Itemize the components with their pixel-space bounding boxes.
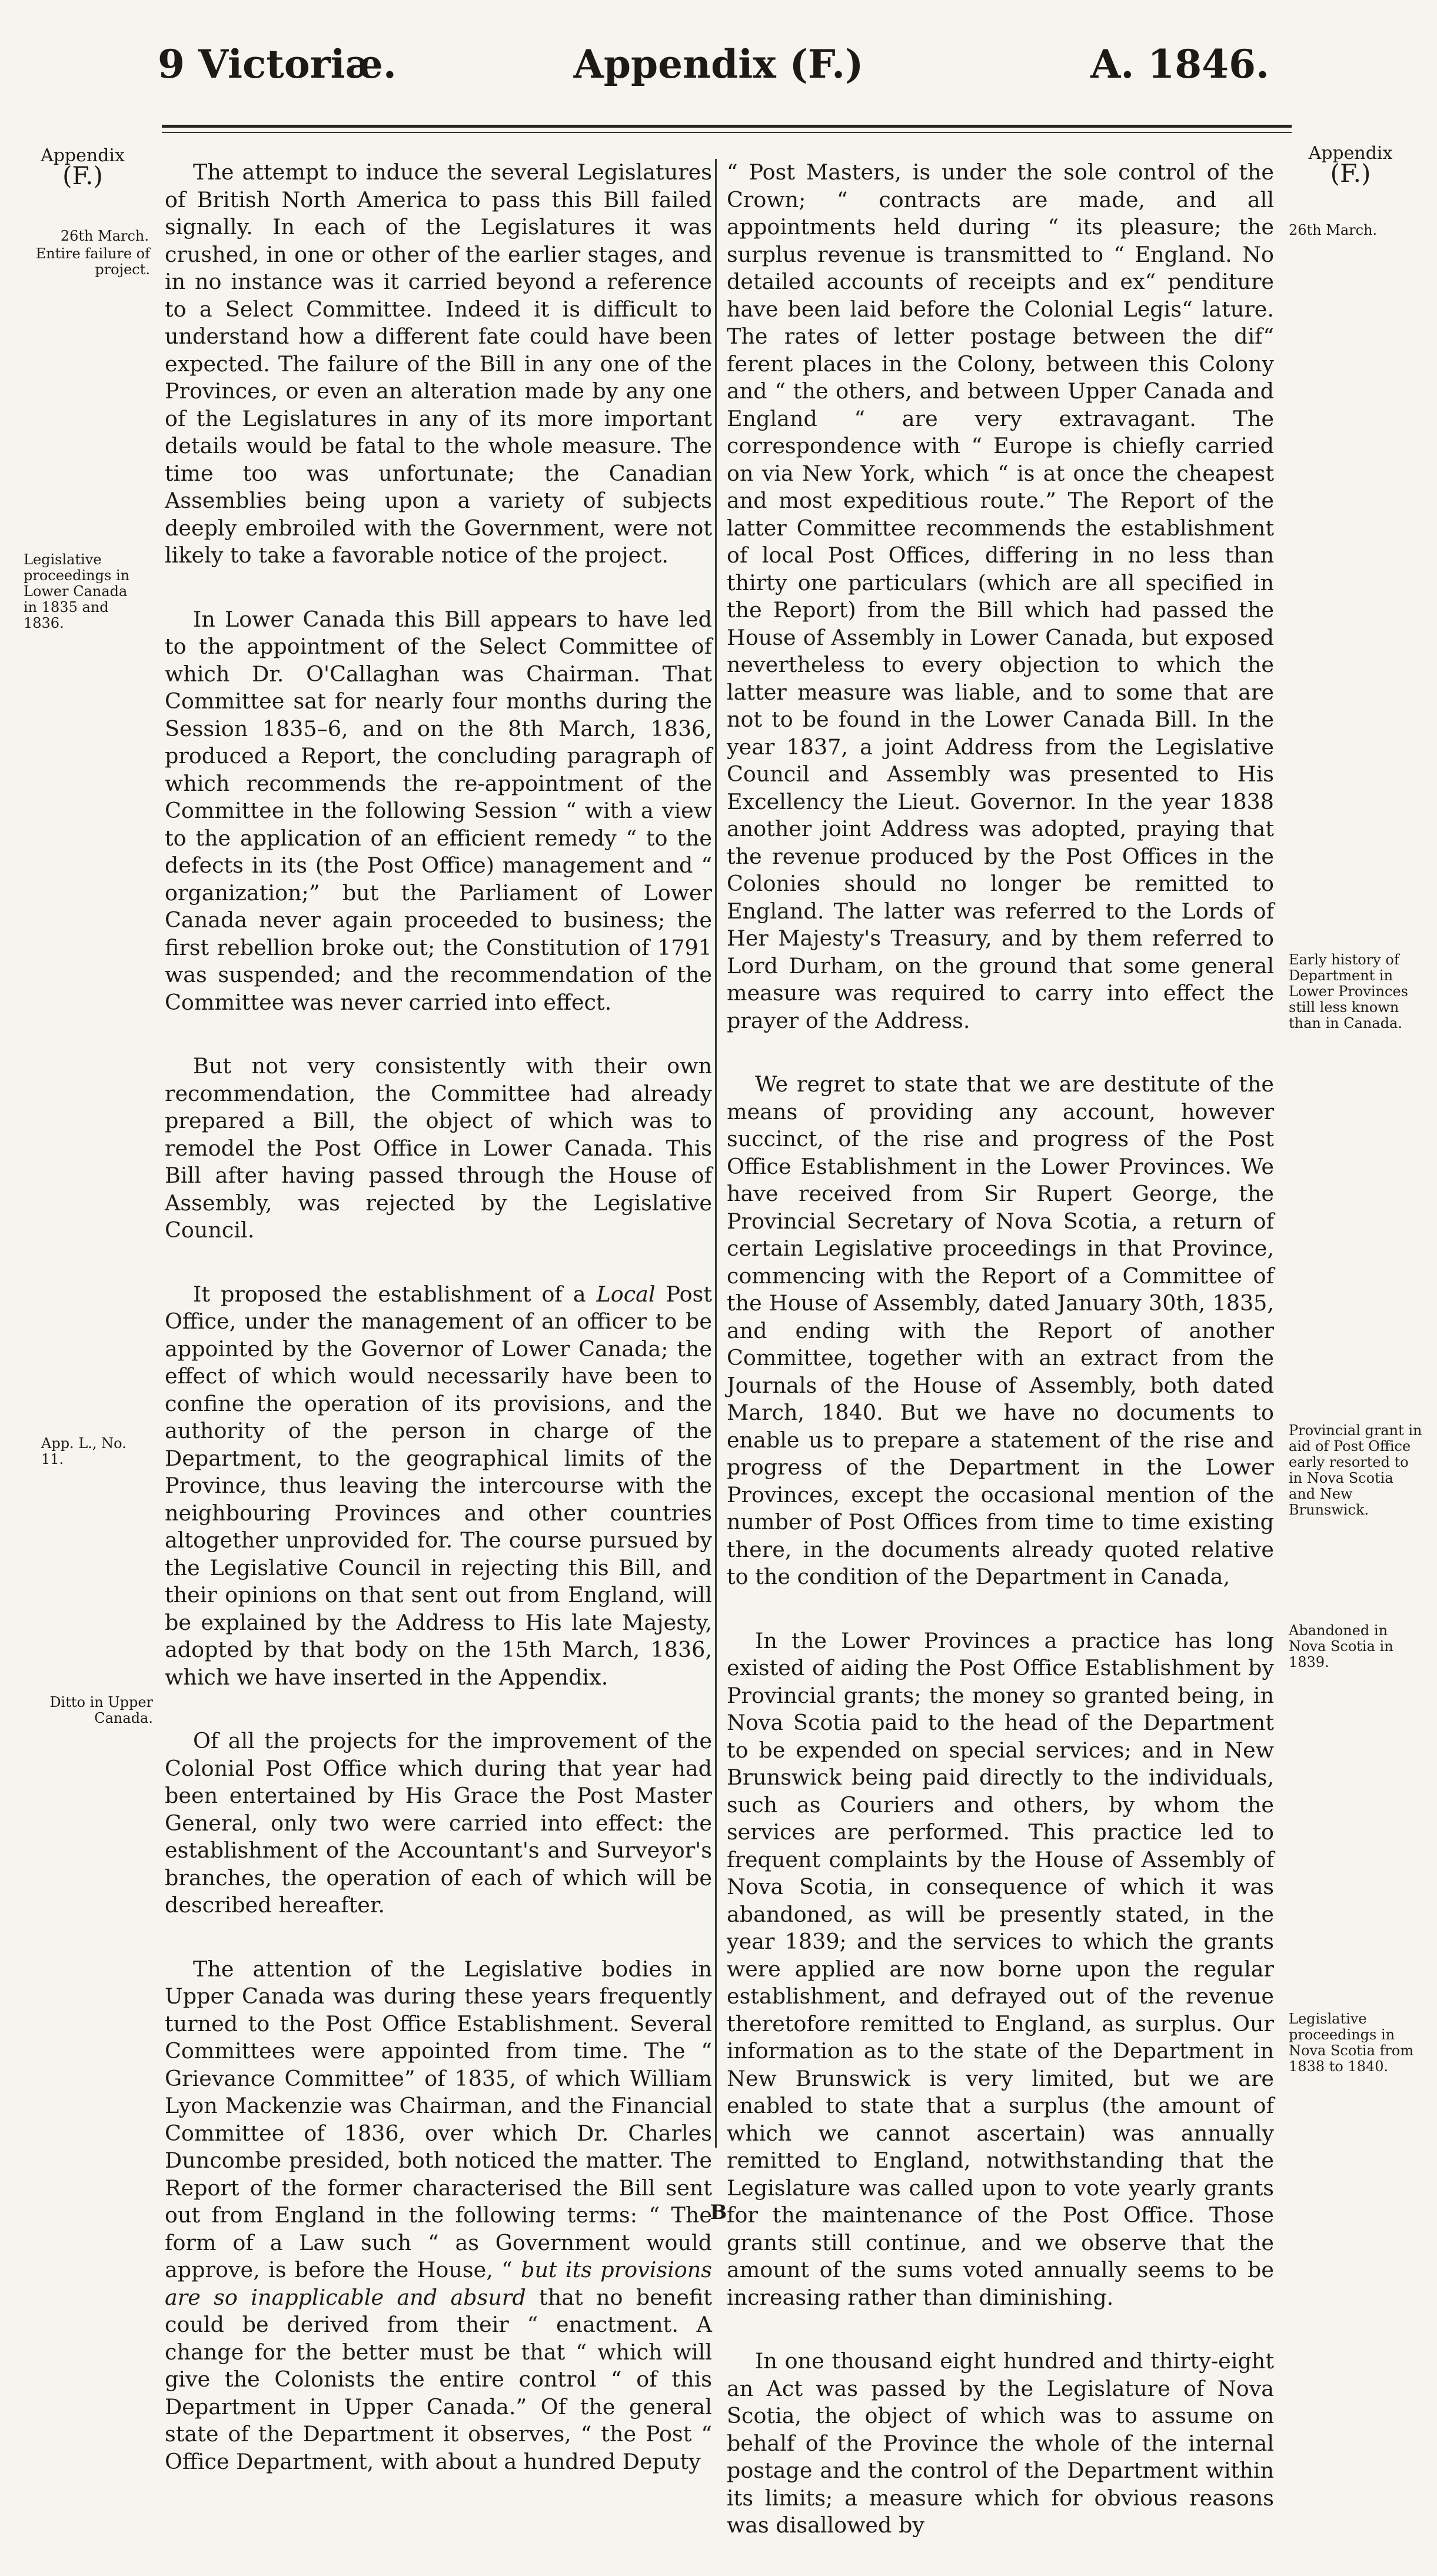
text-run: The attention of the Legislative bodies in Upper Canada was during these years frequently turned to the Post Office Establishment. Several Committees were appointed from time. The “ Grievance Committee” of 1835, of which William Lyon Mackenzie was Chairman, and the Financial Committee of 1836, over which Dr. Charles Duncombe presided, both noticed the matter. The Report of the former characterised the Bill sent out from England in the following terms: “ The form of a Law such “ as Government would approve, is before the House, “: [165, 1956, 712, 2282]
text-run: that no benefit could be derived from their “ enactment. A change for the better must be that “ which will give the Colonists the entire control “ of this Department in Upper Canada.” Of the general state of the Department it observes, “ the Post “ Office Department, with about a hundred Deputy: [165, 2284, 712, 2474]
left-margin-note-appendix-ref: App. L., No. 11.: [41, 1435, 127, 1467]
left-appendix-letter: (F.): [62, 161, 103, 190]
text-run: Post Office, under the management of an officer to be appointed by the Governor of Lower Canada; the effect of which would necessarily have been to confine the operation of its provisions, and the authority of the person in charge of the Department, to the geographical limits of the Province, thus leaving the intercourse with the neighbouring Provinces and other countries altogether unprovided for. The course pursued by the Legislative Council in rejecting this Bill, and their opinions on that sent out from England, will be explained by the Address to His late Majesty, adopted by that body on the 15th March, 1836, which we have inserted in the Appendix.: [165, 1281, 712, 1690]
printer-signature: B: [710, 2201, 727, 2224]
right-margin-note-nova-scotia: Legislative proceedings in Nova Scotia from 1838 to 1840.: [1289, 2011, 1414, 2075]
header-regnal-year: 9 Victoriæ.: [158, 41, 397, 87]
paragraph-projects: Of all the projects for the improvement of the Colonial Post Office which during that year had been entertained by His Grace the Post Master General, only two were carried into effect: the establishment of the Accountant's and Surveyor's branches, the operation of each of which will be described hereafter.: [165, 1728, 712, 1918]
text-run: It proposed the establishment of a: [193, 1281, 597, 1307]
header-rule-thick: [162, 125, 1292, 128]
header-year: A. 1846.: [1090, 41, 1269, 87]
left-appendix-label: Appendix: [41, 145, 125, 166]
paragraph-lower-provinces: We regret to state that we are destitute of the means of providing any account, however succinct, of the rise and progress of the Post Office Establishment in the Lower Provinces. We have received from Sir Rupert George, the Provincial Secretary of Nova Scotia, a return of certain Legislative proceedings in that Province, commencing with the Report of a Committee of the House of Assembly, dated January 30th, 1835, and ending with the Report of another Committee, together with an extract from the Journals of the House of Assembly, both dated March, 1840. But we have no documents to enable us to prepare a statement of the rise and progress of the Department in the Lower Provinces, except the occasional mention of the number of Post Offices from time to time existing there, in the documents already quoted relative to the condition of the Department in Canada,: [727, 1071, 1274, 1589]
text-run-italic: but its provisions are so inapplicable and absurd: [165, 2257, 712, 2310]
left-margin-date: 26th March.: [60, 228, 149, 244]
left-margin-note-upper-canada: Ditto in Upper Canada.: [49, 1694, 153, 1726]
text-run-italic: Local: [596, 1281, 656, 1307]
right-margin-note-provincial-grant: Provincial grant in aid of Post Office early resorted to in Nova Scotia and New Brunswick.: [1289, 1422, 1422, 1518]
paragraph-committee-bill: But not very consistently with their own recommendation, the Committee had already prepared a Bill, the object of which was to remodel the Post Office in Lower Canada. This Bill after having passed through the House of Assembly, was rejected by the Legislative Council.: [165, 1053, 712, 1243]
paragraph-lower-canada-committee: In Lower Canada this Bill appears to have led to the appointment of the Select Committee of which Dr. O'Callaghan was Chairman. That Committee sat for nearly four months during the Session 1835–6, and on the 8th March, 1836, produced a Report, the concluding paragraph of which recommends the re-appointment of the Committee in the following Session “ with a view to the application of an efficient remedy “ to the defects in its (the Post Office) management and “ organization;” but the Parliament of Lower Canada never again proceeded to business; the first rebellion broke out; the Constitution of 1791 was suspended; and the recommendation of the Committee was never carried into effect.: [165, 606, 712, 1015]
left-margin-appendix: [16, 145, 149, 190]
right-margin-note-early-history: Early history of Department in Lower Provinces still less known than in Canada.: [1289, 951, 1408, 1031]
left-margin-note-failure: Entire failure of project.: [35, 245, 150, 278]
right-margin-note-abandoned: Abandoned in Nova Scotia in 1839.: [1289, 1622, 1393, 1670]
header-rule-thin: [162, 132, 1292, 133]
left-column: [165, 159, 712, 2512]
column-divider: [715, 159, 717, 2148]
paragraph-local-post-office: [165, 1281, 712, 1692]
paragraph-continued-quote: “ Post Masters, is under the sole control of the Crown; “ contracts are made, and all appointments held during “ its pleasure; the surplus revenue is transmitted to “ England. No detailed accounts of receipts and ex“ penditure have been laid before the Colonial Legis“ lature. The rates of letter postage between the dif“ ferent places in the Colony, between this Colony and “ the others, and between Upper Canada and England “ are very extravagant. The correspondence with “ Europe is chiefly carried on via New York, which “ is at once the cheapest and most expeditious route.” The Report of the latter Committee recommends the establishment of local Post Offices, differing in no less than thirty one particulars (which are all specified in the Report) from the Bill which had passed the House of Assembly in Lower Canada, but exposed nevertheless to every objection to which the latter measure was liable, and to some that are not to be found in the Lower Canada Bill. In the year 1837, a joint Address from the Legislative Council and Assembly was presented to His Excellency the Lieut. Governor. In the year 1838 another joint Address was adopted, praying that the revenue produced by the Post Offices in the Colonies should no longer be remitted to England. The latter was referred to the Lords of Her Majesty's Treasury, and by them referred to Lord Durham, on the ground that some general measure was required to carry into effect the prayer of the Address.: [727, 159, 1274, 1033]
paragraph-failure: The attempt to induce the several Legislatures of British North America to pass this Bill failed signally. In each of the Legislatures it was crushed, in one or other of the earlier stages, and in no instance was it carried beyond a reference to a Select Committee. Indeed it is difficult to understand how a different fate could have been expected. The failure of the Bill in any one of the Provinces, or even an alteration made by any one of the Legislatures in any of its more important details would be fatal to the whole measure. The time too was unfortunate; the Canadian Assemblies being upon a variety of subjects deeply embroiled with the Government, were not likely to take a favorable notice of the project.: [165, 159, 712, 568]
paragraph-provincial-grants: In the Lower Provinces a practice has long existed of aiding the Post Office Establishment by Provincial grants; the money so granted being, in Nova Scotia paid to the head of the Department to be expended on special services; and in New Brunswick being paid directly to the individuals, such as Couriers and others, by whom the services are performed. This practice led to frequent complaints by the House of Assembly of Nova Scotia, in consequence of which it was abandoned, as will be presently stated, in the year 1839; and the services to which the grants were applied are now borne upon the regular establishment, and defrayed out of the revenue theretofore remitted to England, as surplus. Our information as to the state of the Department in New Brunswick is very limited, but we are enabled to state that a surplus (the amount of which we cannot ascertain) was annually remitted to England, notwithstanding that the Legislature was called upon to vote yearly grants for the maintenance of the Post Office. Those grants still continue, and we observe that the amount of the sums voted annually seems to be increasing rather than diminishing.: [727, 1628, 1274, 2310]
paragraph-nova-scotia-act: In one thousand eight hundred and thirty-eight an Act was passed by the Legislature of Nova Scotia, the object of which was to assume on behalf of the Province the whole of the internal postage and the control of the Department within its limits; a measure which for obvious reasons was disallowed by: [727, 2348, 1274, 2538]
right-margin-date: 26th March.: [1289, 222, 1378, 238]
right-margin-appendix: [1289, 143, 1412, 188]
left-margin-note-lower-canada: Legislative proceedings in Lower Canada in 1835 and 1836.: [24, 551, 130, 631]
right-appendix-label: Appendix: [1308, 143, 1393, 164]
header-title: Appendix (F.): [573, 41, 864, 87]
right-appendix-letter: (F.): [1330, 159, 1371, 188]
